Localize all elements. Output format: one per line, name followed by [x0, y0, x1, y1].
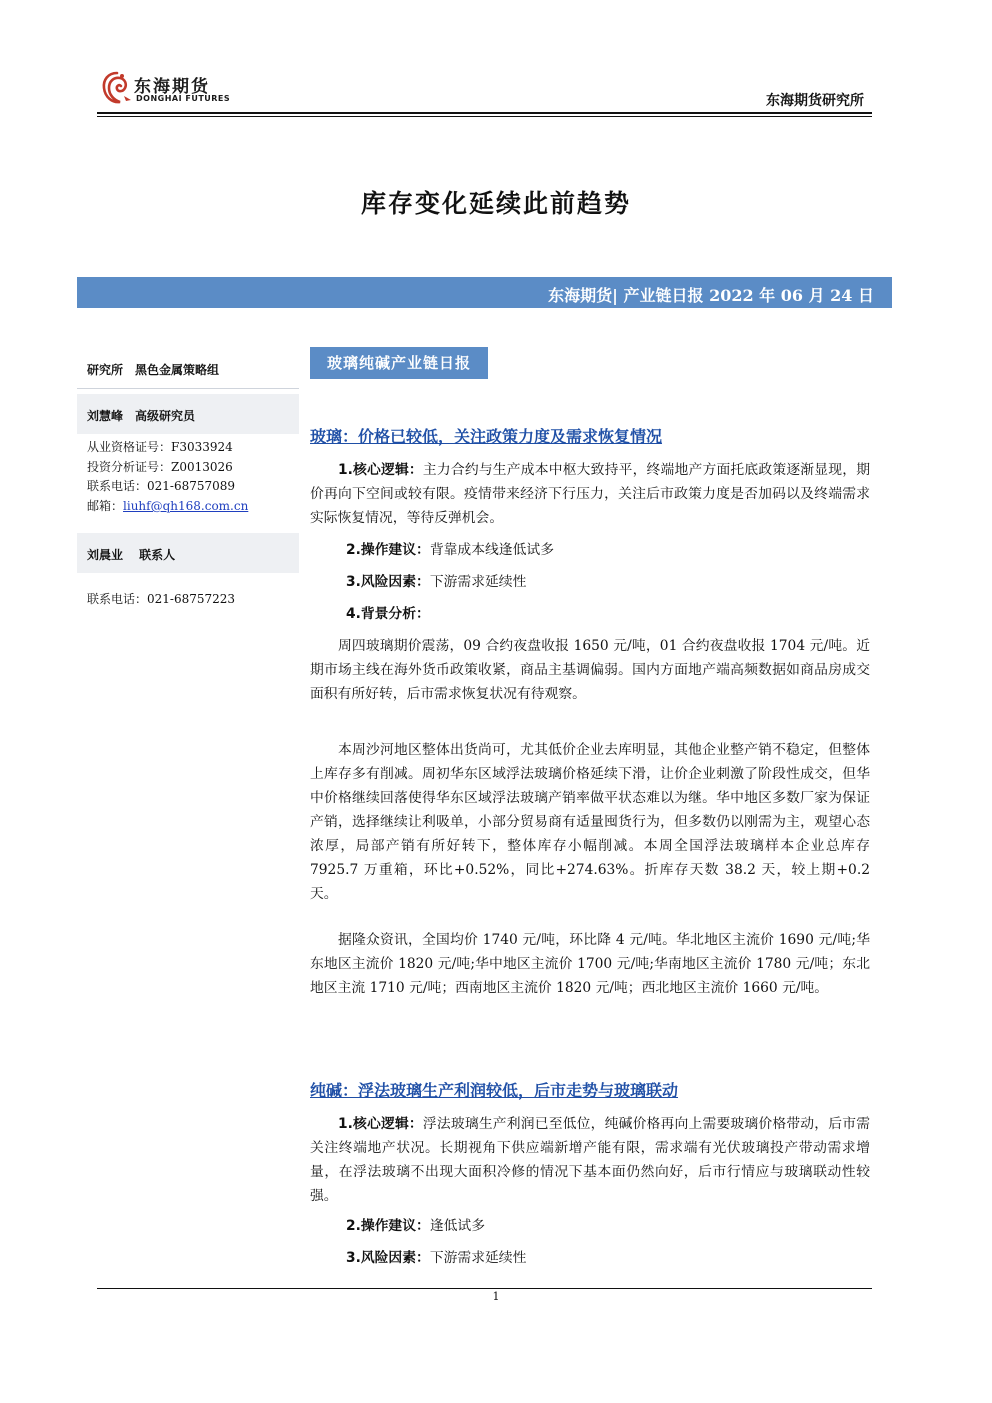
sidebar-invest-cert: 投资分析证号：Z0013026 [87, 460, 233, 474]
soda-logic-label: 1.核心逻辑： [338, 1116, 423, 1132]
sidebar-contact-name: 刘晨业 联系人 [87, 548, 176, 562]
glass-background-label: 4.背景分析： [346, 606, 430, 622]
header-divider-thin [97, 116, 872, 117]
glass-advice [346, 538, 554, 562]
glass-background-p2: 本周沙河地区整体出货尚可，尤其低价企业去库明显，其他企业整产销不稳定，但整体上库存多有削减。周初华东区域浮法玻璃价格延续下滑，让价企业刺激了阶段性成交，但华中价格继续回落使得华东区域浮法玻璃产销率做平状态难以为继。华中地区多数厂家为保证产销，选择继续让利吸单，小部分贸易商有适量囤货行为，但多数仍以刚需为主，观望心态浓厚，局部产销有所好转下，整体库存小幅削减。本周全国浮法玻璃样本企业总库存 7925.7 万重箱，环比+0.52%，同比+274.63%。折库存天数 38.2 天，较上期+0.2 天。 [310, 742, 870, 902]
glass-background-p3: 据隆众资讯，全国均价 1740 元/吨，环比降 4 元/吨。华北地区主流价 1690 元/吨;华东地区主流价 1820 元/吨;华中地区主流价 1700 元/吨;华南地区主流价 1780 元/吨；东北地区主流 1710 元/吨；西南地区主流价 1820 元/吨；西北地区主流价 1660 元/吨。 [310, 932, 870, 996]
soda-risk-label: 3.风险因素： [346, 1250, 430, 1266]
sidebar-contact-phone: 联系电话：021-68757223 [87, 592, 236, 606]
glass-risk-label: 3.风险因素： [346, 574, 430, 590]
sidebar-email-row [87, 497, 248, 514]
sidebar-analyst-name: 刘慧峰 高级研究员 [87, 409, 196, 423]
header-divider [97, 112, 872, 114]
sidebar-email-label: 邮箱： [87, 499, 124, 513]
soda-advice [346, 1214, 485, 1238]
glass-advice-text: 背靠成本线逢低试多 [429, 542, 554, 558]
sidebar-divider [77, 388, 299, 389]
logo-text-cn: 东海期货 [134, 77, 210, 97]
logo-text-en: DONGHAI FUTURES [136, 94, 231, 103]
dragon-logo-icon [100, 70, 134, 106]
soda-heading: 纯碱：浮法玻璃生产利润较低，后市走势与玻璃联动 [310, 1081, 679, 1100]
sidebar-phone: 联系电话：021-68757089 [87, 479, 236, 493]
soda-risk-text: 下游需求延续性 [429, 1250, 527, 1266]
soda-advice-label: 2.操作建议： [346, 1218, 430, 1234]
report-banner-text: 东海期货| 产业链日报 2022 年 06 月 24 日 [548, 286, 874, 305]
soda-logic [310, 1112, 870, 1208]
header-institute-label: 东海期货研究所 [766, 93, 864, 109]
company-logo [100, 70, 230, 110]
document-title: 库存变化延续此前趋势 [360, 189, 631, 218]
glass-logic-label: 1.核心逻辑： [338, 462, 423, 478]
soda-risk [346, 1246, 526, 1270]
sidebar-dept: 研究所 黑色金属策略组 [87, 363, 220, 377]
soda-logic-text: 浮法玻璃生产利润已至低位，纯碱价格再向上需要玻璃价格带动，后市需关注终端地产状况。长期视角下供应端新增产能有限，需求端有光伏玻璃投产带动需求增量，在浮法玻璃不出现大面积冷修的情况下基本面仍然向好，后市行情应与玻璃联动性较强。 [310, 1116, 871, 1204]
report-banner [77, 277, 892, 308]
glass-risk [346, 570, 526, 594]
sidebar-email-link[interactable]: liuhf@qh168.com.cn [123, 499, 249, 513]
soda-advice-text: 逢低试多 [429, 1218, 486, 1234]
sidebar-cert: 从业资格证号：F3033924 [87, 440, 233, 454]
glass-risk-text: 下游需求延续性 [429, 574, 527, 590]
footer-divider [97, 1288, 872, 1289]
glass-heading: 玻璃：价格已较低，关注政策力度及需求恢复情况 [310, 427, 663, 446]
section-tag: 玻璃纯碱产业链日报 [310, 347, 488, 379]
glass-advice-label: 2.操作建议： [346, 542, 430, 558]
glass-background [346, 602, 430, 626]
glass-logic-text: 主力合约与生产成本中枢大致持平，终端地产方面托底政策逐渐显现，期价再向下空间或较有限。疫情带来经济下行压力，关注后市政策力度是否加码以及终端需求实际恢复情况，等待反弹机会。 [310, 462, 871, 526]
glass-background-p1: 周四玻璃期价震荡，09 合约夜盘收报 1650 元/吨，01 合约夜盘收报 1704 元/吨。近期市场主线在海外货币政策收紧，商品主基调偏弱。国内方面地产端高频数据如商品房成交面积有所好转，后市需求恢复状况有待观察。 [310, 638, 870, 702]
page-number: 1 [492, 1290, 500, 1303]
glass-logic [310, 458, 870, 530]
